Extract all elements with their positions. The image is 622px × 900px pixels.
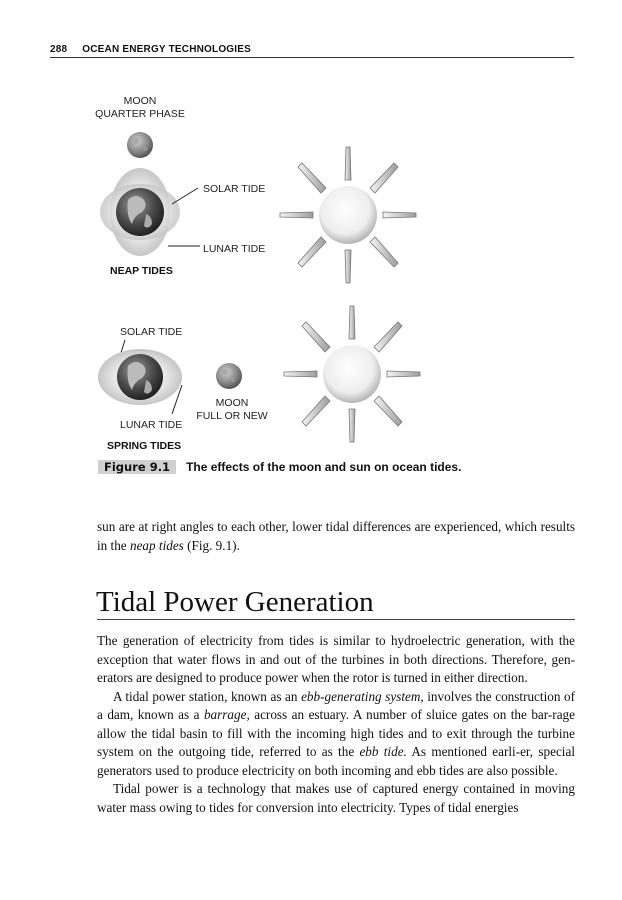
paragraph-4: Tidal power is a technology that makes use of captured energy contained in moving water mass owing to tides for conversion into electricity. Types of tidal energies <box>97 781 575 815</box>
spring-lunar-tide-label: LUNAR TIDE <box>120 419 183 431</box>
spring-moon-label-1: MOON <box>215 397 249 409</box>
p3-italic-1: ebb-generating system, <box>301 688 424 704</box>
running-title: OCEAN ENERGY TECHNOLOGIES <box>82 44 252 55</box>
spring-solar-tide-label: SOLAR TIDE <box>120 326 183 338</box>
figure-caption-text: The effects of the moon and sun on ocean tides. <box>186 460 462 474</box>
p3-text-a: A tidal power station, known as an <box>113 688 302 704</box>
paragraph-3 <box>97 688 575 781</box>
paragraph-1 <box>97 518 575 555</box>
p1-italic: neap tides <box>129 537 184 553</box>
neap-lunar-tide-label: LUNAR TIDE <box>203 243 266 255</box>
page-number: 288 <box>50 44 68 55</box>
neap-earth-with-bulges <box>100 168 180 256</box>
section-heading: Tidal Power Generation <box>96 586 374 618</box>
neap-solar-tide-label: SOLAR TIDE <box>203 183 266 195</box>
figure-caption <box>98 459 518 476</box>
p3-text-b: involves the construction of a dam, known as a <box>97 688 575 722</box>
p3-text-d: As mentioned earli-er, special generators used to produce electricity on both incoming and ebb tides are also possible. <box>97 744 575 778</box>
spring-earth-with-bulges <box>98 349 182 405</box>
p1-text-b: (Fig. 9.1). <box>183 537 240 553</box>
p1-text-a: sun are at right angles to each other, lower tidal differences are experienced, which results in the <box>97 519 575 553</box>
paragraph-2: The generation of electricity from tides is similar to hydroelectric generation, with the exception that water flows in and out of the turbines in both directions. Therefore, gen-erators are designed to produce power when the rotor is turned in either direction. <box>97 633 575 685</box>
heading-rule <box>97 619 575 620</box>
spring-moon <box>216 363 242 389</box>
spring-tides-title: SPRING TIDES <box>107 440 182 452</box>
neap-moon-label-1: MOON <box>123 95 157 107</box>
neap-moon-label-2: QUARTER PHASE <box>95 108 185 120</box>
p3-italic-3: ebb tide. <box>359 744 407 759</box>
neap-moon <box>127 132 153 158</box>
figure-tag: Figure 9.1 <box>98 460 176 474</box>
neap-sun <box>280 147 416 283</box>
section-body <box>97 632 575 817</box>
neap-tides-title: NEAP TIDES <box>110 265 173 277</box>
p3-italic-2: barrage, <box>203 707 250 722</box>
spring-sun <box>284 306 420 442</box>
spring-moon-label-2: FULL OR NEW <box>196 410 268 422</box>
p3-text-c: across an estuary. A number of sluice gates on the bar-rage allow the tidal basin to fill with the incoming high tides and to exit through the turbine system on the outgoing tide, referred to as the <box>97 707 575 759</box>
